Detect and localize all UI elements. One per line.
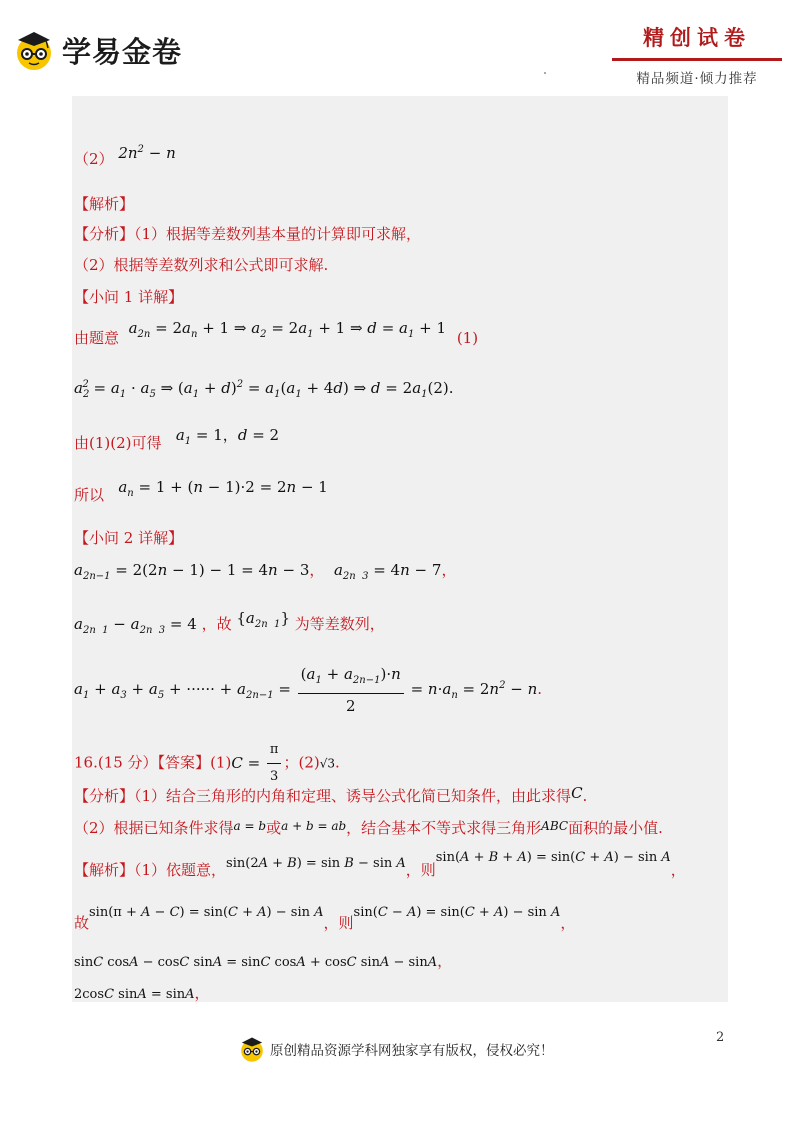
logo [12, 26, 182, 74]
answer-2-line [74, 146, 176, 169]
q1-line-3 [74, 425, 279, 452]
q2-line-1 [74, 560, 456, 587]
q2-line-2 [74, 609, 385, 641]
p16-ans1-label: (1) [210, 753, 232, 772]
p16-formula-4: sin(C − A) = sin(C + A) − sin A [353, 905, 561, 920]
q1-line-4 [74, 477, 328, 504]
copyright-text: 原创精品资源学科网独家享有版权，侵权必究！ [270, 1043, 554, 1059]
q2-formula-1: $a_{2n-1} = 2(2n - 1) - 1 = 4n - 3$， $a_{2n 3} = 4n - 7$， [74, 561, 457, 582]
p16-fenxi-2-suffix: 面积的最小值. [568, 819, 663, 837]
q2-formula-3: $\{a_{2n 1}\}$ [236, 609, 290, 630]
q2-line-2-mid: ，故 [201, 615, 232, 633]
p16-fenxi-2-formula-c: ABC [541, 819, 569, 833]
p16-formula-1: sin(2A + B) = sin B − sin A [226, 856, 406, 871]
q1-line-4-prefix: 所以 [74, 486, 105, 504]
q2-formula-4: $a_1 + a_3 + a_5$ + ······ + $a_{2n-1}$ = $\frac{(a_1 + a_{2n-1})\cdot n}{2}$ = $n\cdot a_n = 2n^2 - n$. [74, 665, 543, 715]
brand-title: 精创试卷 [643, 25, 751, 50]
q2-formula-2: $a_{2n 1} - a_{2n 3} = 4$ [74, 615, 197, 636]
p16-fenxi-1: 【分析】（1）结合三角形的内角和定理、诱导公式化简已知条件，由此求得C. [74, 784, 588, 805]
p16-ans1-formula: C = $\frac{\pi}{3}$ [231, 754, 283, 772]
p16-jiexi-line-2: 故sin(π + A − C) = sin(C + A) − sin A，则sin(C − A) = sin(C + A) − sin A， [74, 905, 576, 932]
footer [238, 1034, 554, 1064]
q1-formula-3: $a_1 = 1$，d = 2 [175, 426, 280, 447]
answer-2-formula: $2n^2 - n$ [118, 144, 176, 162]
p16-fenxi-1-formula: C [571, 784, 583, 802]
brand-subtitle: 精品频道·倾力推荐 [636, 71, 758, 87]
fenxi-line-1: 【分析】（1）根据等差数列基本量的计算即可求解， [74, 225, 422, 243]
p16-head: 16.(15 分）【答案】 [74, 753, 211, 772]
p16-formula-2: sin(A + B + A) = sin(C + A) − sin A [435, 850, 671, 865]
p16-formula-6: 2cosC sinA = sinA [74, 987, 195, 1002]
dot-mark [544, 72, 546, 74]
q1-line-1 [74, 318, 478, 345]
logo-text: 学易金卷 [62, 34, 183, 69]
fenxi-line-2: （2）根据等差数列求和公式即可求解. [74, 256, 329, 274]
p16-jiexi-then: ，则 [405, 861, 436, 879]
q1-formula-4: $a_n = 1 + (n - 1)\cdot 2 = 2n - 1$ [118, 478, 328, 499]
mascot-icon [12, 28, 56, 72]
p16-fenxi-2 [74, 818, 663, 839]
answer-2-label: （2） [74, 150, 114, 168]
q2-tag: 【小问 2 详解】 [74, 529, 184, 547]
q1-tag: 【小问 1 详解】 [74, 288, 184, 306]
brand-block [608, 22, 786, 87]
q1-formula-1: $a_{2n} = 2a_n + 1$ ⇒ $a_2 = 2a_1 + 1$ ⇒ $d = a_1 + 1$ [128, 319, 447, 340]
q1-line-1-prefix: 由题意 [74, 329, 120, 347]
p16-fenxi-2-formula-b: a + b = ab [281, 819, 347, 833]
page-number: 2 [716, 1030, 725, 1045]
jiexi-tag: 【解析】 [74, 195, 135, 213]
q1-line-1-mark: (1) [456, 329, 479, 347]
q1-line-2 [74, 375, 454, 405]
brand-divider [612, 58, 782, 61]
p16-fenxi-2-prefix: （2）根据已知条件求得 [74, 819, 234, 837]
q1-line-3-prefix: 由(1)(2)可得 [74, 434, 162, 452]
p16-jiexi-line-4: 2cosC sinA = sinA， [74, 984, 210, 1002]
mascot-icon [238, 1035, 266, 1063]
p16-formula-3: sin(π + A − C) = sin(C + A) − sin A [89, 905, 324, 920]
p16-ans2-formula: √3 [319, 756, 335, 771]
p16-fenxi-2-or: 或 [266, 819, 282, 837]
p16-sep: ；(2) [283, 753, 320, 772]
p16-fenxi-1-text: 【分析】（1）结合三角形的内角和定理、诱导公式化简已知条件，由此求得 [74, 787, 572, 805]
p16-jiexi-line-1: 【解析】（1）依题意，sin(2A + B) = sin B − sin A，则sin(A + B + A) = sin(C + A) − sin A， [74, 850, 686, 879]
p16-jiexi-line-3: sinC cosA − cosC sinA = sinC cosA + cosC sinA − sinA， [74, 952, 453, 970]
p16-gu: 故 [74, 914, 90, 932]
q2-line-3 [74, 663, 542, 717]
q2-line-2-suffix: 为等差数列， [294, 615, 385, 633]
q1-formula-2: $a_2^2 = a_1 \cdot a_5$ ⇒ $(a_1 + d)^2 = a_1(a_1 + 4d)$ ⇒ $d = 2a_1(2)$. [74, 379, 454, 400]
p16-answer-line: 16.(15 分）【答案】(1)C = $\frac{\pi}{3}$ ；(2)√3. [74, 738, 340, 789]
p16-fenxi-2-mid: ，结合基本不等式求得三角形 [346, 819, 542, 837]
p16-formula-5: sinC cosA − cosC sinA = sinC cosA + cosC sinA − sinA [74, 955, 438, 970]
p16-fenxi-2-formula-a: a = b [233, 819, 267, 833]
p16-jiexi-prefix: 【解析】（1）依题意， [74, 861, 227, 879]
p16-then2: ，则 [323, 914, 354, 932]
